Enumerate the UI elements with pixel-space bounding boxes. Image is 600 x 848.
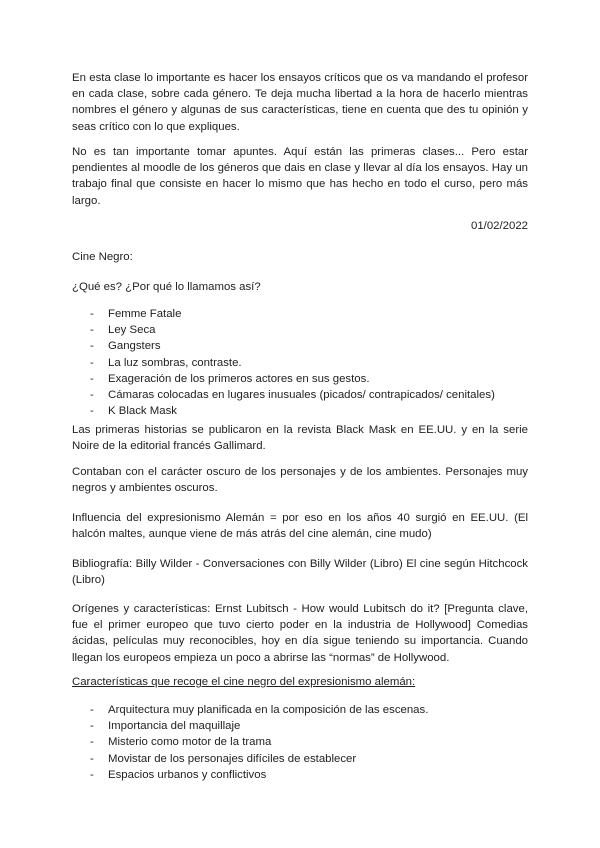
list-item: - Arquitectura muy planificada en la composición de las escenas. — [72, 702, 528, 718]
paragraph-influencia: Influencia del expresionismo Alemán = por eso en los años 40 surgió en EE.UU. (El halcón maltes, aunque viene de más atrás del cine alemán, cine mudo) — [72, 512, 528, 541]
list-item: - Misterio como motor de la trama — [72, 734, 528, 750]
list-item: - Femme Fatale — [72, 306, 528, 322]
list-item: - Importancia del maquillaje — [72, 718, 528, 734]
list-item: - Espacios urbanos y conflictivos — [72, 767, 528, 783]
list-item: - Ley Seca — [72, 322, 528, 338]
list-item: - K Black Mask — [72, 403, 528, 419]
list-item: - Movistar de los personajes difíciles de establecer — [72, 751, 528, 767]
characteristics-list — [72, 702, 528, 783]
list-item: - Gangsters — [72, 338, 528, 354]
list-item: - Cámaras colocadas en lugares inusuales (picados/ contrapicados/ cenitales) — [72, 387, 528, 403]
paragraph-origenes: Orígenes y características: Ernst Lubitsch - How would Lubitsch do it? [Pregunta clave, fue el primer europeo que tuvo cierto poder en la industria de Hollywood] Comedias ácidas, películas muy reconocibles, hoy en día sigue teniendo su importancia. Cuando llegan los europeos empieza un poco a abrirse las “normas” de Hollywood. — [72, 603, 528, 664]
question-heading: ¿Qué es? ¿Por qué lo llamamos así? — [72, 281, 261, 293]
subheading-caracteristicas: Características que recoge el cine negro del expresionismo alemán: — [72, 676, 416, 688]
intro-paragraph-2: No es tan importante tomar apuntes. Aquí están las primeras clases... Pero estar pendientes al moodle de los géneros que dais en clase y llevar al día los ensayos. Hay un trabajo final que consiste en hacer lo mismo que has hecho en todo el curso, pero más largo. — [72, 146, 528, 207]
paragraph-bibliografia: Bibliografía: Billy Wilder - Conversaciones con Billy Wilder (Libro) El cine según Hitchcock (Libro) — [72, 558, 528, 587]
features-list — [72, 306, 528, 419]
intro-paragraph-1: En esta clase lo importante es hacer los ensayos críticos que os va mandando el profesor en cada clase, sobre cada género. Te deja mucha libertad a la hora de hacerlo mientras nombres el género y algunas de sus características, tiene en cuenta que des tu opinión y seas crítico con lo que expliques. — [72, 72, 528, 133]
lecture-date: 01/02/2022 — [470, 220, 528, 232]
paragraph-historias: Las primeras historias se publicaron en la revista Black Mask en EE.UU. y en la serie Noire de la editorial francés Gallimard. — [72, 424, 528, 453]
paragraph-caracter: Contaban con el carácter oscuro de los personajes y de los ambientes. Personajes muy negros y ambientes oscuros. — [72, 466, 528, 495]
list-item: - Exageración de los primeros actores en sus gestos. — [72, 371, 528, 387]
list-item: - La luz sombras, contraste. — [72, 355, 528, 371]
section-title: Cine Negro: — [72, 251, 133, 263]
